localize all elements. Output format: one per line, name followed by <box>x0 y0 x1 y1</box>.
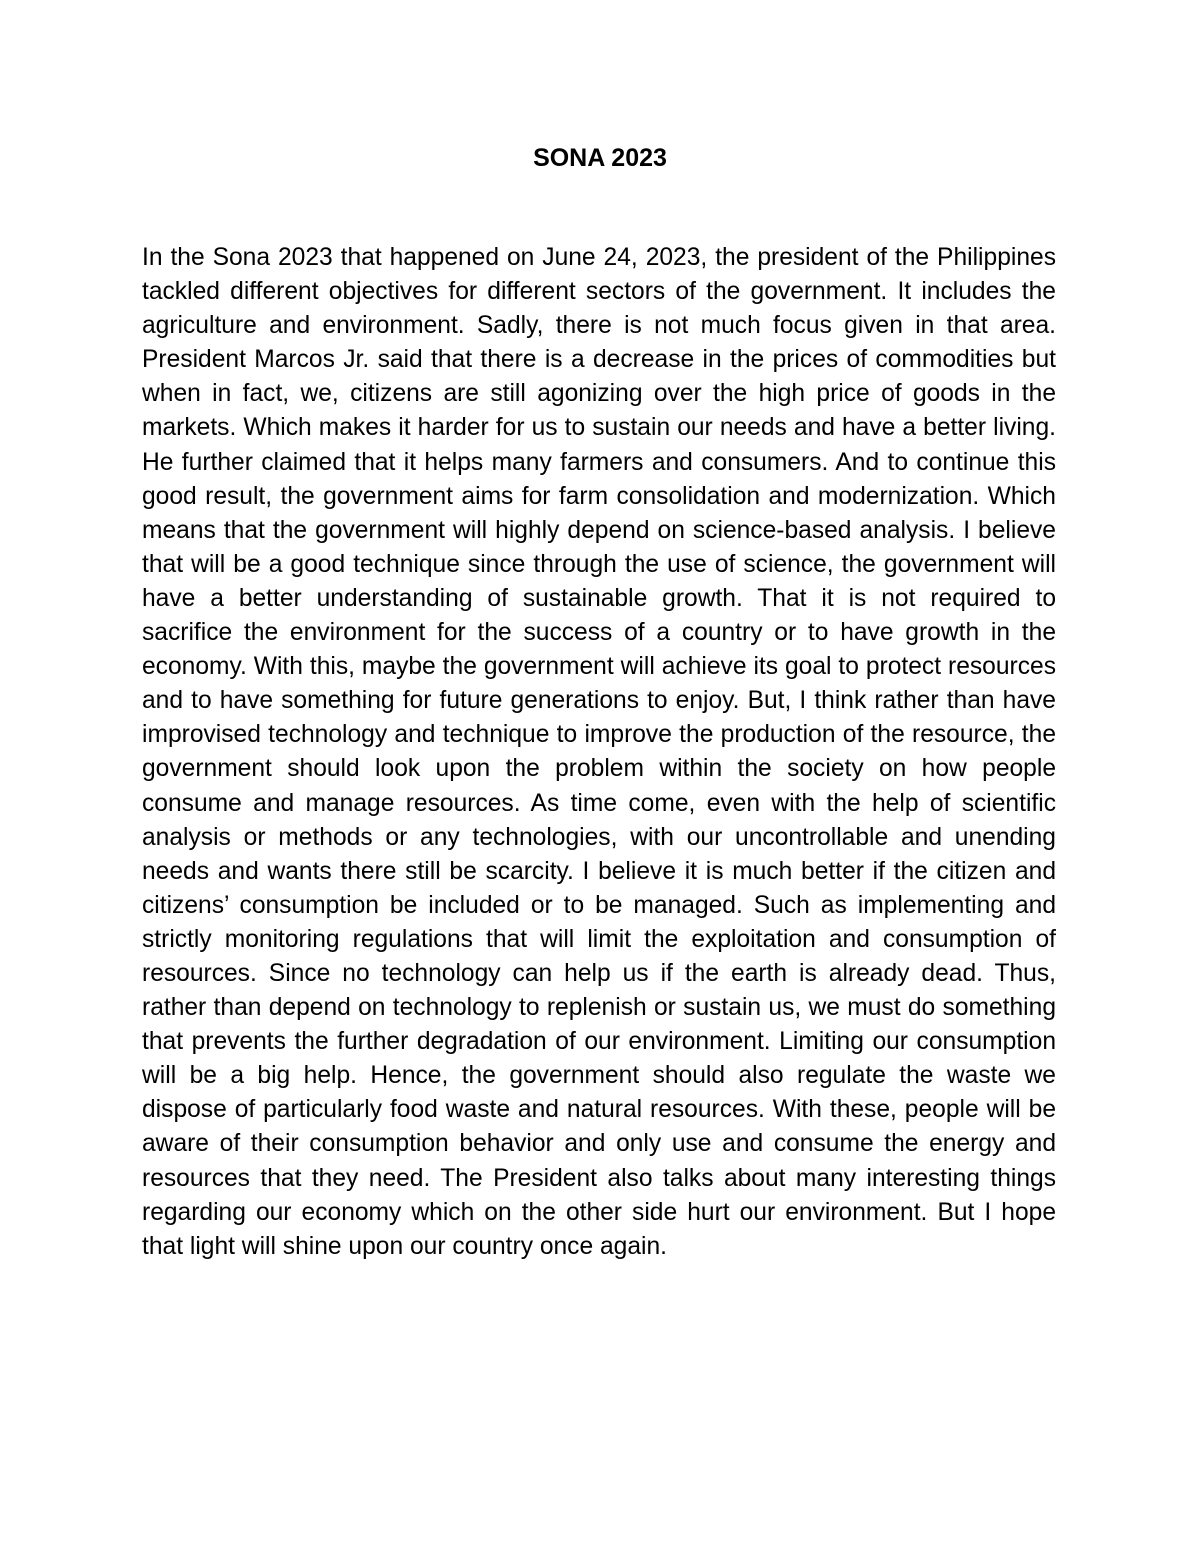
document-title: SONA 2023 <box>533 144 667 172</box>
body-paragraph: In the Sona 2023 that happened on June 24, 2023, the president of the Philippines tackled different objectives for different sectors of the government. It includes the agriculture and environment. Sadly, there is not much focus given in that area. President Marcos Jr. said that there is a decrease in the prices of commodities but when in fact, we, citizens are still agonizing over the high price of goods in the markets. Which makes it harder for us to sustain our needs and have a better living. He further claimed that it helps many farmers and consumers. And to continue this good result, the government aims for farm consolidation and modernization. Which means that the government will highly depend on science-based analysis. I believe that will be a good technique since through the use of science, the government will have a better understanding of sustainable growth. That it is not required to sacrifice the environment for the success of a country or to have growth in the economy. With this, maybe the government will achieve its goal to protect resources and to have something for future generations to enjoy. But, I think rather than have improvised technology and technique to improve the production of the resource, the government should look upon the problem within the society on how people consume and manage resources. As time come, even with the help of scientific analysis or methods or any technologies, with our uncontrollable and unending needs and wants there still be scarcity. I believe it is much better if the citizen and citizens’ consumption be included or to be managed. Such as implementing and strictly monitoring regulations that will limit the exploitation and consumption of resources. Since no technology can help us if the earth is already dead. Thus, rather than depend on technology to replenish or sustain us, we must do something that prevents the further degradation of our environment. Limiting our consumption will be a big help. Hence, the government should also regulate the waste we dispose of particularly food waste and natural resources. With these, people will be aware of their consumption behavior and only use and consume the energy and resources that they need. The President also talks about many interesting things regarding our economy which on the other side hurt our environment. But I hope that light will shine upon our country once again. <box>142 244 1056 1260</box>
